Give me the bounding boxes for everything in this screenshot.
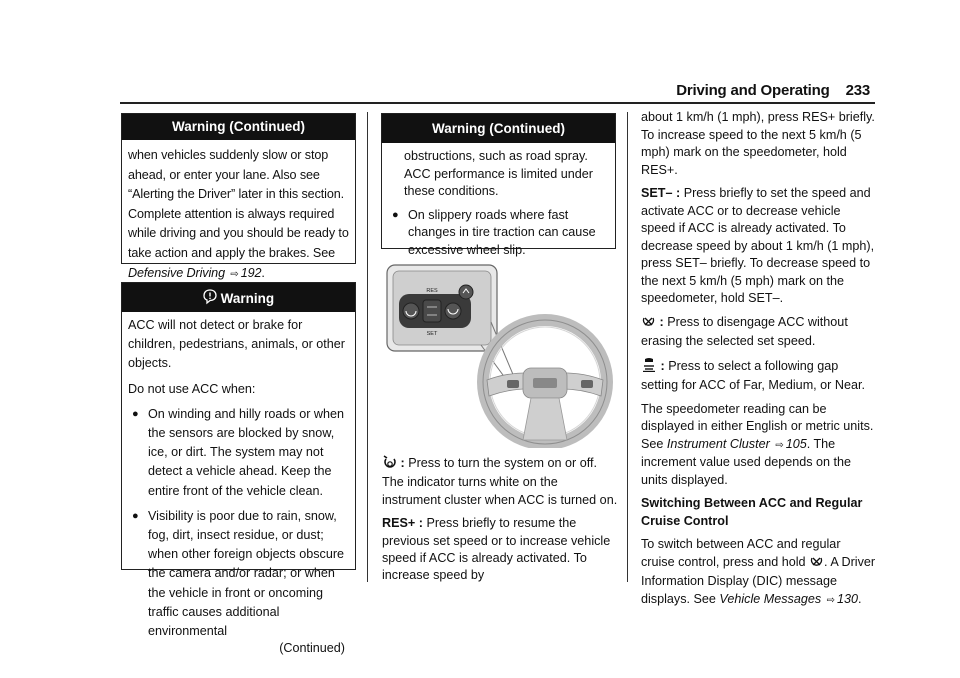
speedometer-para: The speedometer reading can be displayed in either English or metric units. See Instrument Cluster ⇨ 105. The increment value used depends on the units displayed. (641, 401, 874, 487)
res-button-desc: RES+ : Press briefly to resume the previous set speed or to increase vehicle speed if ACC is already activated. To increase speed by (382, 516, 611, 583)
res-continued-para: about 1 km/h (1 mph), press RES+ briefly. To increase speed to the next 5 km/h (5 mph) mark on the speedometer, hold RES+. (641, 110, 875, 177)
set-label: SET (426, 331, 438, 337)
xref-page[interactable]: 192 (240, 265, 262, 280)
xref-title[interactable]: Vehicle Messages (719, 591, 822, 606)
column-divider-2 (627, 112, 628, 582)
xref-page[interactable]: 105 (785, 436, 807, 451)
xref-arrow-icon: ⇨ (775, 439, 784, 451)
switch-para: To switch between ACC and regular cruise control, press and hold . A Driver Information Display (DIC) message displays. See Vehicle Messages ⇨ 130. (641, 536, 877, 609)
bullet-item: ● On slippery roads where fast changes in tire traction can cause excessive wheel slip. (388, 207, 609, 260)
xref-arrow-icon: ⇨ (230, 268, 239, 280)
res-label: RES+ : (382, 516, 423, 531)
warning-icon (203, 285, 217, 316)
warning-line: when vehicles suddenly slow or stop (128, 148, 329, 162)
power-button-desc: : Press to turn the system on or off. The indicator turns white on the instrument cluster when ACC is turned on. (382, 456, 618, 507)
warning-line: take action and apply the brakes. See (128, 245, 336, 260)
warning-box-continued-3 (381, 113, 616, 257)
gap-button-desc: : Press to select a following gap setting for ACC of Far, Medium, or Near. (641, 358, 865, 392)
warning-box-2 (121, 282, 356, 656)
xref-line: Defensive Driving ⇨ 192. (128, 264, 349, 285)
header-rule (120, 102, 875, 104)
following-gap-icon (641, 357, 657, 378)
acc-cancel-icon (641, 314, 656, 334)
bullet-item: ● On winding and hilly roads or when the sensors are blocked by snow, ice, or dirt. The system may not detect a vehicle ahead. Keep the entire front of the vehicle clean. (128, 405, 349, 501)
steering-wheel-figure (383, 262, 613, 448)
warning-line: Complete attention is always required (128, 206, 335, 221)
warning-title: Warning (220, 291, 275, 306)
bullet-icon: ● (132, 407, 139, 420)
set-button-desc: SET– : Press briefly to set the speed and activate ACC or to decrease vehicle speed if ACC is already activated. To decrease speed by about 1 km/h (1 mph), press SET– briefly. To decrease speed to the next 5 km/h (5 mph) mark on the speedometer, hold SET–. (641, 186, 875, 305)
page-header (640, 82, 870, 99)
warning-para: Do not use ACC when: (128, 381, 256, 396)
steering-wheel-illustration (383, 262, 613, 448)
xref-title[interactable]: Defensive Driving (128, 265, 225, 280)
column-3-text (641, 109, 877, 615)
res-label: RES (426, 288, 438, 294)
acc-cancel-icon (809, 554, 824, 574)
bullet-item: ● Visibility is poor due to rain, snow, fog, dirt, insect residue, or dust; when other foreign objects obscure the camera and/or radar; or when the vehicle in front or oncoming traffic causes additional environmental (128, 507, 349, 641)
warning-title: Warning (Continued) (382, 114, 615, 143)
warning-box-continued-1 (121, 113, 356, 280)
warning-para: ACC will not detect or brake for children, pedestrians, animals, or other objects. (128, 318, 346, 371)
warning-para: obstructions, such as road spray. ACC performance is limited under these conditions. (404, 149, 593, 199)
continued-label: (Continued) (279, 641, 345, 656)
acc-power-icon (382, 455, 397, 474)
cancel-button-desc: : Press to disengage ACC without erasing the selected set speed. (641, 314, 848, 348)
page-number: 233 (845, 82, 870, 99)
warning-line: “Alerting the Driver” later in this section. (128, 187, 345, 202)
warning-line: while driving and you should be ready to (128, 226, 349, 241)
bullet-icon: ● (132, 509, 139, 522)
warning-title-bar (122, 283, 355, 312)
column-divider-1 (367, 112, 368, 582)
bullet-icon: ● (392, 208, 399, 221)
column-2-text (382, 455, 618, 591)
section-heading: Switching Between ACC and Regular Cruise Control (641, 496, 863, 528)
xref-title[interactable]: Instrument Cluster (666, 436, 770, 451)
xref-arrow-icon: ⇨ (826, 594, 836, 606)
set-label: SET– : (641, 186, 681, 200)
warning-title: Warning (Continued) (122, 114, 355, 140)
warning-line: ahead, or enter your lane. Also see (128, 167, 320, 182)
section-title: Driving and Operating (676, 82, 830, 99)
xref-page[interactable]: 130 (837, 591, 859, 606)
